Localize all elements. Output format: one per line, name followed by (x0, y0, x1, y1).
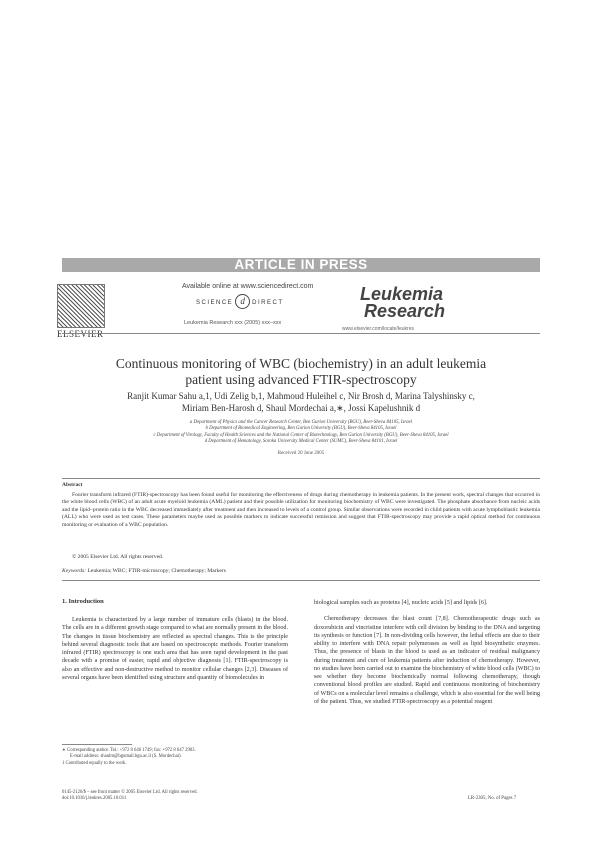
author-list: Ranjit Kumar Sahu a,1, Udi Zelig b,1, Mahmoud Huleihel c, Nir Brosh d, Marina Talyshinsky c, Miriam Ben-Harosh d, Shaul Mordechai a,∗, Jossi Kapelushnik d (127, 391, 475, 413)
received-date: Received 20 June 2005 (277, 451, 325, 456)
intro-paragraph-2: Chemotherapy decreases the blast count [7,8]. Chemotherapeutic drugs such as doxorubicin and vincristine interfere with cell division by binding to the DNA and targeting its synthesis or function [7]. In non-dividing cells however, the lethal effects are due to their ability to interfere with DNA repair polymerases as well as lipid biosynthetic enzymes. Thus, the presence of blasts in the blood is used as an indicator of residual malignancy during treatment and cure of leukemia patients after induction of chemotherapy. However, no studies have been carried out to examine the biochemistry of white blood cells (WBC) to see whether they become biochemically normal following chemotherapy, though conventional blood profiles are studied. Rapid and continuous monitoring of biochemistry of WBCs on a molecular level remains a challenge, which is also essential for the well being of the patient. Thus, we studied FTIR-spectroscopy as a potential reagent (314, 616, 540, 705)
footnote-contribution: 1 Contributed equally to the work. (62, 760, 127, 766)
journal-url: www.elsevier.com/locate/leukres (342, 326, 414, 332)
intro-paragraph-continued: biological samples such as proteins [4], nucleic acids [5] and lipids [6]. (314, 600, 488, 606)
page-count-footer: LR-2305; No. of Pages 7 (468, 796, 517, 801)
intro-paragraph-1: Leukemia is characterized by a large number of immature cells (blasts) in the blood. The cells are in a different growth stage compared to what are normally present in the blood. The changes in tissue biochemistry are reflected as spectral changes. This is the principle behind several diagnostic tools that are based on spectroscopic methods. Fourier transform infrared (FTIR) spectroscopy is one such area that has seen rapid development in the past decade with a promise of easier, rapid and objective diagnosis [1]. FTIR-spectroscopy is also an effective and non-destructive method to monitor cellular changes [2,3]. Diseases of several organs have been identified using structure and quantity of biomolecules in (62, 617, 288, 681)
sciencedirect-logo: SCIENCE d DIRECT (196, 294, 284, 309)
keywords-bottom-rule (62, 580, 540, 581)
footnotes (62, 748, 288, 767)
abstract-text: Fourier transform infrared (FTIR)-spectroscopy has been found useful for monitoring the effectiveness of drugs during chemotherapy in leukemia patients. In the present work, spectral changes that occurred in the white blood cells (WBC) of an adult acute myeloid leukemia (AML) patient and their possible utilization for monitoring biochemistry of WBC were investigated. The phosphate absorbance from nucleic acids and the lipid–protein ratio in the WBC decreased immediately after treatment and then increased to levels of a control group. Similar observations were recorded in child patients with acute lymphoblastic leukemia (ALL) who were used as test cases. These parameters maybe used as possible markers to indicate successful remission and suggest that FTIR-spectroscopy may provide a rapid optical method for continuous monitoring or evaluation of a WBC population. (62, 492, 540, 528)
left-column (62, 616, 288, 682)
affiliation-b: b Department of Biomedical Engineering, Ben Gurion University (BGU), Beer-Sheva 84105, Israel (205, 426, 397, 432)
article-title: Continuous monitoring of WBC (biochemistry) in an adult leukemia patient using advanced FTIR-spectroscopy (115, 356, 487, 387)
elsevier-logo-label: ELSEVIER (57, 329, 104, 339)
footnote-email: E-mail address: shaulm@bgumail.bgu.ac.il (S. Mordechai). (70, 754, 182, 760)
journal-logo: Leukemia Research (360, 284, 446, 321)
right-column (314, 599, 540, 706)
affiliation-d: d Department of Hematology, Soroka University Medical Center (SUMC), Beer-Sheva 84101, Israel (204, 439, 398, 445)
affiliation-c: c Department of Virology, Faculty of Health Sciences and the National Center of Biotechnology, Ben Gurion University (BGU), Beer-Sheva 84105, Israel (153, 432, 449, 438)
available-online-text: Available online at www.sciencedirect.com (182, 283, 314, 290)
copyright-line: © 2005 Elsevier Ltd. All rights reserved. (72, 554, 164, 560)
affiliation-a: a Department of Physics and the Cancer Research Center, Ben Gurion University (BGU), Beer-Sheva 84105, Israel (189, 420, 413, 425)
footnote-rule (62, 744, 132, 745)
front-matter-footer: 0145-2126/$ – see front matter © 2005 Elsevier Ltd. All rights reserved. doi:10.1016/j.leukres.2005.10.011 (62, 790, 198, 802)
footnote-corresponding: ∗ Corresponding author. Tel.: +972 8 646 1749; fax: +972 8 647 2903. (62, 748, 196, 753)
article-in-press-banner: ARTICLE IN PRESS (62, 258, 540, 272)
affiliations (62, 420, 540, 446)
abstract-top-rule (62, 478, 540, 479)
abstract-heading: Abstract (62, 482, 83, 488)
header-rule (62, 333, 540, 334)
keywords-line: Keywords: Leukemia; WBC; FTIR-microscopy; Chemotherapy; Markers (62, 568, 226, 574)
journal-citation-line: Leukemia Research xxx (2005) xxx–xxx (184, 320, 282, 326)
elsevier-tree-logo (57, 284, 105, 328)
sciencedirect-at-icon: d (235, 294, 250, 309)
introduction-heading: 1. Introduction (62, 598, 104, 605)
